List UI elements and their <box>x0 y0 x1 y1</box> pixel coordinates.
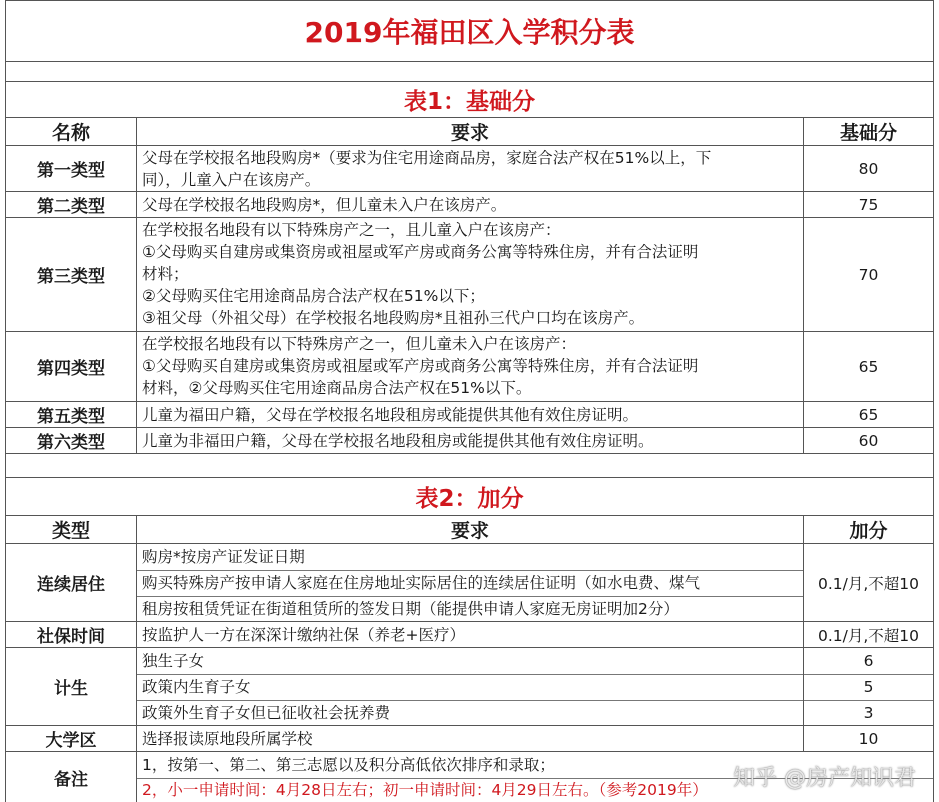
req-line: 父母在学校报名地段购房*（要求为住宅用途商品房，家庭合法产权在51%以上，下 <box>142 149 712 167</box>
row-name: 第三类型 <box>6 218 137 331</box>
row-name: 社保时间 <box>6 622 137 647</box>
req-line: ②父母购买住宅用途商品房合法产权在51%以下； <box>142 287 485 305</box>
table2-title: 表2：加分 <box>5 478 934 516</box>
table-row <box>5 146 934 192</box>
row-score: 5 <box>863 678 874 696</box>
req-line: ①父母购买自建房或集资房或祖屋或军产房或商务公寓等特殊住房，并有合法证明 <box>142 243 699 261</box>
table2-header <box>5 516 934 544</box>
req-line: 独生子女 <box>137 648 804 674</box>
row-score: 0.1/月,不超10 <box>817 574 920 593</box>
header-base-score: 基础分 <box>839 122 897 144</box>
row-requirement: 父母在学校报名地段购房*，但儿童未入户在该房产。 <box>137 192 804 217</box>
header-type: 类型 <box>6 516 137 543</box>
planning-subrows <box>137 648 933 725</box>
req-line: ③祖父母（外祖父母）在学校报名地段购房*且祖孙三代户口均在该房产。 <box>142 309 645 327</box>
table-row <box>5 622 934 648</box>
req-line: 在学校报名地段有以下特殊房产之一，但儿童未入户在该房产： <box>142 335 577 353</box>
row-name: 第二类型 <box>6 192 137 217</box>
req-line: 租房按租赁凭证在街道租赁所的签发日期（能提供申请人家庭无房证明加2分） <box>142 600 679 618</box>
table-row <box>5 192 934 218</box>
table-row <box>5 648 934 726</box>
note-line-red: 2，小一申请时间：4月28日左右；初一申请时间：4月29日左右。（参考2019年） <box>142 781 708 799</box>
table-row <box>5 402 934 428</box>
row-requirement: 选择报读原地段所属学校 <box>137 726 804 751</box>
row-requirement: 儿童为非福田户籍，父母在学校报名地段租房或能提供其他有效住房证明。 <box>137 428 804 453</box>
req-line: 购买特殊房产按申请人家庭在住房地址实际居住的连续居住证明（如水电费、煤气 <box>137 570 803 597</box>
watermark: 知乎 @房产知识君 <box>733 766 916 791</box>
row-name: 第四类型 <box>6 332 137 401</box>
table1-header <box>5 118 934 146</box>
row-score: 65 <box>858 405 879 424</box>
row-score: 0.1/月,不超10 <box>817 626 920 645</box>
req-line: 同），儿童入户在该房产。 <box>142 171 321 189</box>
table-row <box>5 332 934 402</box>
blank-row <box>5 62 934 82</box>
row-name: 连续居住 <box>6 544 137 621</box>
req-line: ①父母购买自建房或集资房或祖屋或军产房或商务公寓等特殊住房，并有合法证明 <box>142 357 699 375</box>
req-line: 购房*按房产证发证日期 <box>137 544 803 571</box>
row-name: 第六类型 <box>6 428 137 453</box>
header-requirement: 要求 <box>137 118 804 145</box>
row-requirement <box>137 146 804 191</box>
row-score: 75 <box>858 195 879 214</box>
req-line: 材料； <box>142 265 189 283</box>
row-score: 10 <box>858 729 879 748</box>
blank-row <box>5 454 934 478</box>
note-line: 1，按第一、第二、第三志愿以及积分高低依次排序和录取； <box>137 752 933 779</box>
row-score: 60 <box>858 431 879 450</box>
row-requirement <box>137 544 804 621</box>
row-requirement: 儿童为福田户籍，父母在学校报名地段租房或能提供其他有效住房证明。 <box>137 402 804 427</box>
row-score: 70 <box>858 265 879 284</box>
score-sheet <box>5 0 934 802</box>
row-name: 第五类型 <box>6 402 137 427</box>
table1-title: 表1：基础分 <box>5 82 934 118</box>
table-row <box>5 218 934 332</box>
row-requirement <box>137 332 804 401</box>
req-line: 在学校报名地段有以下特殊房产之一，且儿童入户在该房产： <box>142 221 561 239</box>
row-requirement <box>137 218 804 331</box>
header-requirement: 要求 <box>137 516 804 543</box>
row-name: 第一类型 <box>6 146 137 191</box>
row-score: 3 <box>863 704 874 722</box>
req-line: 材料，②父母购买住宅用途商品房合法产权在51%以下。 <box>142 379 532 397</box>
header-bonus: 加分 <box>849 520 888 542</box>
row-score: 6 <box>863 652 874 670</box>
table-row <box>5 726 934 752</box>
row-name: 计生 <box>6 648 137 725</box>
row-name: 备注 <box>6 752 137 802</box>
header-name: 名称 <box>6 118 137 145</box>
page-title: 2019年福田区入学积分表 <box>5 0 934 62</box>
table-row <box>5 428 934 454</box>
table-row <box>5 544 934 622</box>
req-line: 政策外生育子女但已征收社会抚养费 <box>137 700 804 726</box>
row-requirement: 按监护人一方在深深计缴纳社保（养老+医疗） <box>137 622 804 647</box>
row-score: 65 <box>858 357 879 376</box>
req-line: 政策内生育子女 <box>137 674 804 700</box>
row-name: 大学区 <box>6 726 137 751</box>
row-score: 80 <box>858 159 879 178</box>
